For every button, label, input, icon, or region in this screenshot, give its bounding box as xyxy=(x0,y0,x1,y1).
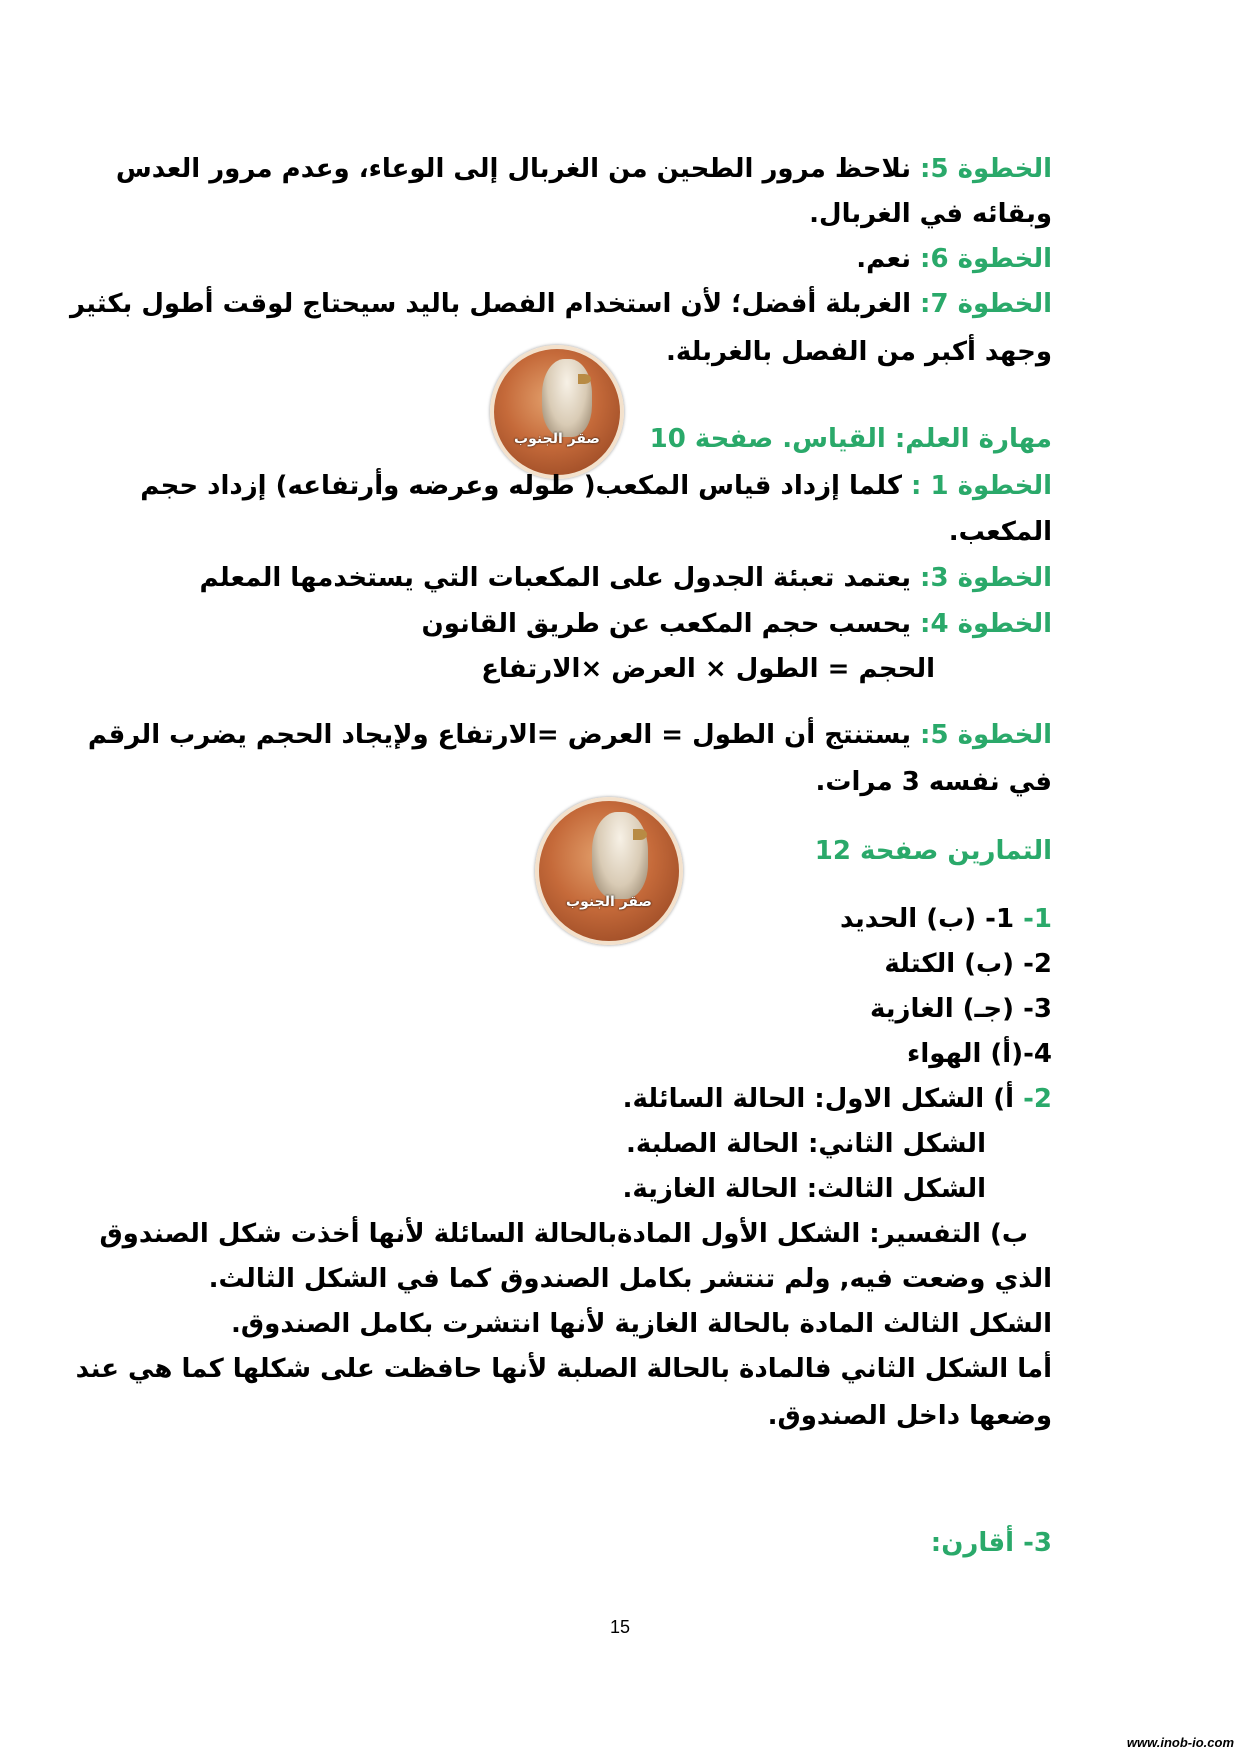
q2-explanation-4: أما الشكل الثاني فالمادة بالحالة الصلبة لأنها حافظت على شكلها كما هي عند xyxy=(75,1354,1052,1384)
step7-text: الغربلة أفضل؛ لأن استخدام الفصل باليد سيحتاج لوقت أطول بكثير xyxy=(70,289,921,319)
b-step5-text: يستنتج أن الطول = العرض =الارتفاع ولإيجاد الحجم يضرب الرقم xyxy=(87,720,921,750)
b-step5-label: الخطوة 5: xyxy=(920,720,1052,750)
b-step4-label: الخطوة 4: xyxy=(920,609,1052,639)
step5-text-cont: وبقائه في الغربال. xyxy=(809,199,1052,229)
q1-a-text: 1- (ب) الحديد xyxy=(839,904,1024,934)
b-step5-line1 xyxy=(88,722,1052,748)
b-step3-line xyxy=(199,565,1052,591)
science-skill-heading: مهارة العلم: القياس. صفحة 10 xyxy=(649,424,1052,454)
falcon-image-2 xyxy=(592,812,648,899)
step7-line1 xyxy=(70,291,1052,317)
step6-line xyxy=(856,246,1052,272)
q1-answer-b: 2- (ب) الكتلة xyxy=(884,949,1052,979)
falcon-image xyxy=(542,359,592,437)
q2-shape3: الشكل الثالث: الحالة الغازية. xyxy=(622,1174,986,1204)
b-step3-text: يعتمد تعبئة الجدول على المكعبات التي يستخدمها المعلم xyxy=(199,563,921,593)
site-watermark: www.inob-io.com xyxy=(1126,1735,1234,1750)
q2-number: 2- xyxy=(1023,1084,1052,1114)
q1-answer-d: 4-(أ) الهواء xyxy=(907,1039,1052,1069)
step5-line1 xyxy=(116,156,1052,182)
step7-line2 xyxy=(666,339,1052,365)
b-step1-text: كلما إزداد قياس المكعب( طوله وعرضه وأرتفاعه) إزداد حجم xyxy=(140,471,911,501)
step6-text: نعم. xyxy=(856,244,921,274)
step6-label: الخطوة 6: xyxy=(920,244,1052,274)
b-step5-text-cont: في نفسه 3 مرات. xyxy=(815,767,1052,797)
logo-emblem-2 xyxy=(535,797,683,945)
step5-label: الخطوة 5: xyxy=(920,154,1052,184)
q2-explanation-2: الذي وضعت فيه, ولم تنتشر بكامل الصندوق كما في الشكل الثالث. xyxy=(208,1264,1052,1294)
page-number: 15 xyxy=(609,1617,631,1637)
q3-heading: 3- أقارن: xyxy=(930,1528,1052,1558)
q2-a-text: أ) الشكل الاول: الحالة السائلة. xyxy=(622,1084,1024,1114)
step7-text-cont: وجهد أكبر من الفصل بالغربلة. xyxy=(666,337,1052,367)
b-step1-line2 xyxy=(949,519,1052,545)
logo-emblem xyxy=(490,345,624,479)
step7-label: الخطوة 7: xyxy=(920,289,1052,319)
b-step4-text: يحسب حجم المكعب عن طريق القانون xyxy=(421,609,921,639)
q2-explanation-5: وضعها داخل الصندوق. xyxy=(767,1401,1052,1431)
step5-line2 xyxy=(809,201,1052,227)
b-step1-label: الخطوة 1 : xyxy=(911,471,1052,501)
logo-caption-2: صقر الجنوب xyxy=(566,894,652,911)
q1-answer-a xyxy=(840,906,1052,932)
logo-caption: صقر الجنوب xyxy=(514,431,600,448)
q2-explanation-1: ب) التفسير: الشكل الأول المادةبالحالة السائلة لأنها أخذت شكل الصندوق xyxy=(99,1219,1028,1249)
step5-text: نلاحظ مرور الطحين من الغربال إلى الوعاء، وعدم مرور العدس xyxy=(115,154,921,184)
q2-shape2: الشكل الثاني: الحالة الصلبة. xyxy=(625,1129,986,1159)
b-step1-line1 xyxy=(140,473,1052,499)
q1-answer-c: 3- (جـ) الغازية xyxy=(870,994,1052,1024)
exercises-heading: التمارين صفحة 12 xyxy=(814,836,1052,866)
falcon-beak-2 xyxy=(633,829,647,840)
q2-explanation-3: الشكل الثالث المادة بالحالة الغازية لأنها انتشرت بكامل الصندوق. xyxy=(231,1309,1052,1339)
b-step4-line xyxy=(422,611,1052,637)
q2-answer-a xyxy=(623,1086,1052,1112)
b-step1-text-cont: المكعب. xyxy=(948,517,1052,547)
b-step5-line2 xyxy=(816,769,1052,795)
q1-number: 1- xyxy=(1023,904,1052,934)
volume-formula: الحجم = الطول × العرض ×الارتفاع xyxy=(481,654,935,684)
b-step3-label: الخطوة 3: xyxy=(920,563,1052,593)
